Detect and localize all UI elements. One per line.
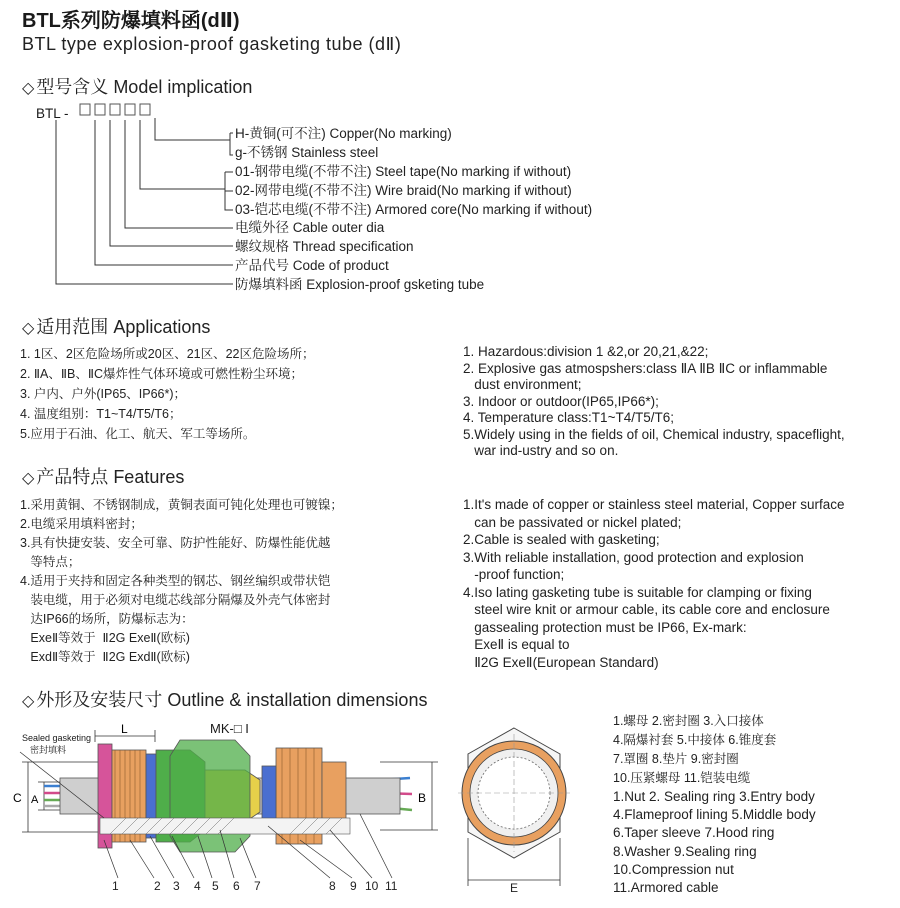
list-item: 2. ⅡA、ⅡB、ⅡC爆炸性气体环境或可燃性粉尘环境； <box>20 367 304 381</box>
part-number-11: 11 <box>385 879 398 893</box>
list-item: 4.适用于夹持和固定各种类型的钢芯、钢丝编织或带状铠 <box>20 574 331 588</box>
features-en-list <box>463 496 845 671</box>
part-number-9: 9 <box>350 879 357 893</box>
diamond-icon: ◇ <box>22 80 35 97</box>
dim-label-B: B <box>418 791 427 805</box>
parts-cn-list <box>613 712 776 788</box>
part-number-3: 3 <box>173 879 180 893</box>
list-item: 10.压紧螺母 11.铠装电缆 <box>613 771 751 785</box>
list-item: -proof function; <box>463 567 565 582</box>
list-item: 1. 1区、2区危险场所或20区、21区、22区危险场所； <box>20 347 315 361</box>
model-box-1 <box>80 104 90 115</box>
applications-cn-list <box>20 344 315 444</box>
list-item: steel wire knit or armour cable, its cable core and enclosure <box>463 602 830 617</box>
part-number-1: 1 <box>112 879 119 893</box>
list-item: 1. Hazardous:division 1 &2,or 20,21,&22; <box>463 344 709 359</box>
list-item: ExeⅡ等效于 Ⅱ2G ExeⅡ(欧标) <box>20 631 190 645</box>
model-bracket-diagram <box>0 0 240 300</box>
part-number-5: 5 <box>212 879 219 893</box>
part-number-8: 8 <box>329 879 336 893</box>
section-model-heading: 型号含义 Model implication <box>36 77 253 97</box>
section-outline-heading: 外形及安装尺寸 Outline & installation dimensions <box>36 690 428 710</box>
end-view-drawing <box>450 720 590 895</box>
model-legend-6: 电缆外径 Cable outer dia <box>235 220 385 235</box>
list-item: 2. Explosive gas atmospshers:class ⅡA ⅡB ⅡC or inflammable <box>463 360 828 376</box>
list-item: 3.With reliable installation, good protection and explosion <box>463 549 804 565</box>
list-item: war ind-ustry and so on. <box>463 443 619 458</box>
gasket-label-cn: 密封填料 <box>30 745 67 755</box>
section-features-heading: 产品特点 Features <box>36 467 185 487</box>
part-number-7: 7 <box>254 879 261 893</box>
page-subtitle: BTL type explosion-proof gasketing tube (dⅡ) <box>22 34 402 54</box>
page-title: BTL系列防爆填料函(dⅡ) <box>22 10 240 32</box>
applications-en-list <box>463 344 845 460</box>
section-features <box>22 463 184 489</box>
list-item: 3.具有快捷安装、安全可靠、防护性能好、防爆性能优越 <box>20 536 331 550</box>
list-item: 2.电缆采用填料密封； <box>20 517 143 531</box>
list-item: 1.It's made of copper or stainless steel material, Copper surface <box>463 497 845 512</box>
list-item: 1.采用黄铜、不锈钢制成，黄铜表面可钝化处理也可镀镍； <box>20 498 343 512</box>
washer <box>262 766 276 826</box>
model-legend-2: g-不锈钢 Stainless steel <box>235 145 379 160</box>
list-item: 1.Nut 2. Sealing ring 3.Entry body <box>613 789 815 804</box>
dim-label-E: E <box>510 881 519 895</box>
model-legend-9: 防爆填料函 Explosion-proof gsketing tube <box>235 277 485 292</box>
list-item: 2.Cable is sealed with gasketing; <box>463 532 660 547</box>
list-item: 5.Widely using in the fields of oil, Chemical industry, spaceflight, <box>463 426 845 442</box>
list-item: 4.Flameproof lining 5.Middle body <box>613 807 816 823</box>
dim-label-L: L <box>121 722 128 736</box>
model-box-3 <box>110 104 120 115</box>
list-item: Ⅱ2G ExeⅡ(European Standard) <box>463 654 659 670</box>
list-item: 8.Washer 9.Sealing ring <box>613 843 757 859</box>
list-item: 3. Indoor or outdoor(IP65,IP66*); <box>463 393 659 409</box>
model-legend-1: H-黄铜(可不注) Copper(No marking) <box>235 126 452 141</box>
section-applications-heading: 适用范围 Applications <box>36 317 211 337</box>
list-item: can be passivated or nickel plated; <box>463 514 682 530</box>
list-item: 5.应用于石油、化工、航天、军工等场所。 <box>20 427 256 441</box>
model-box-2 <box>95 104 105 115</box>
list-item: ExdⅡ等效于 Ⅱ2G ExdⅡ(欧标) <box>20 650 190 664</box>
hood-ring <box>170 740 250 852</box>
diamond-icon: ◇ <box>22 470 35 487</box>
model-box-4 <box>125 104 135 115</box>
list-item: gassealing protection must be IP66, Ex-mark: <box>463 619 747 635</box>
model-code-prefix: BTL - <box>36 106 69 121</box>
side-view-drawing <box>0 700 440 900</box>
diamond-icon: ◇ <box>22 693 35 710</box>
list-item: 10.Compression nut <box>613 861 734 877</box>
parts-en-list <box>613 788 816 897</box>
dim-label-C: C <box>13 791 22 805</box>
features-cn-list <box>20 496 343 667</box>
model-legend-4: 02-网带电缆(不带不注) Wire braid(No marking if without) <box>235 183 572 198</box>
list-item: ExeⅡ is equal to <box>463 637 570 652</box>
diamond-icon: ◇ <box>22 320 35 337</box>
list-item: 3. 户内、户外(IP65、IP66*)； <box>20 387 187 401</box>
list-item: 达IP66的场所，防爆标志为： <box>20 612 194 626</box>
section-applications <box>22 313 210 339</box>
list-item: 6.Taper sleeve 7.Hood ring <box>613 825 775 841</box>
gasket-label-en: Sealed gasketing <box>22 733 92 743</box>
list-item: 4.隔爆衬套 5.中接体 6.锥度套 <box>613 733 777 747</box>
model-legend-7: 螺纹规格 Thread specification <box>235 239 414 254</box>
list-item: dust environment; <box>463 377 582 392</box>
model-legend-3: 01-钢带电缆(不带不注) Steel tape(No marking if without) <box>235 164 572 179</box>
model-legend-8: 产品代号 Code of product <box>235 258 389 273</box>
dim-label-A: A <box>31 794 39 806</box>
model-box-5 <box>140 104 150 115</box>
part-number-2: 2 <box>154 879 161 893</box>
list-item: 4. 温度组别：T1~T4/T5/T6； <box>20 407 182 421</box>
list-item: 11.Armored cable <box>613 880 719 896</box>
list-item: 等特点； <box>20 555 81 569</box>
part-number-4: 4 <box>194 879 201 893</box>
model-legend-5: 03-铠芯电缆(不带不注) Armored core(No marking if without) <box>235 202 593 217</box>
part-number-6: 6 <box>233 879 240 893</box>
list-item: 4. Temperature class:T1~T4/T5/T6; <box>463 410 674 425</box>
part-number-10: 10 <box>365 879 379 893</box>
list-item: 1.螺母 2.密封圈 3.入口接体 <box>613 714 764 728</box>
list-item: 4.Iso lating gasketing tube is suitable for clamping or fixing <box>463 584 812 600</box>
list-item: 7.罩圈 8.垫片 9.密封圈 <box>613 752 739 766</box>
list-item: 装电缆，用于必须对电缆芯线部分隔爆及外壳气体密封 <box>20 593 331 607</box>
drawing-label: MK-□ I <box>210 721 249 736</box>
